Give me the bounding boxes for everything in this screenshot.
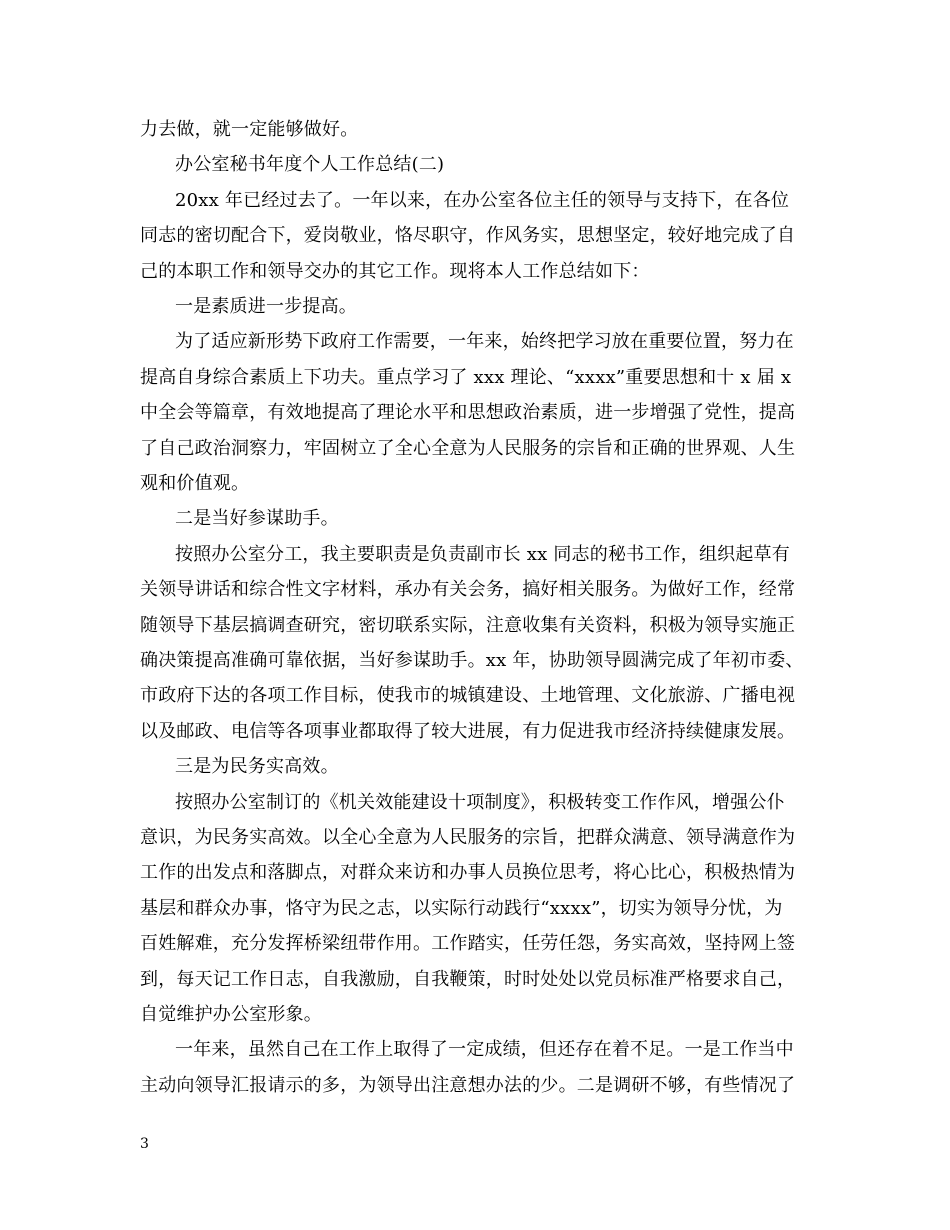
text-line: 主动向领导汇报请示的多，为领导出注意想办法的少。二是调研不够，有些情况了: [140, 1074, 796, 1096]
text-line: 自觉维护办公室形象。: [140, 1004, 322, 1025]
text-line: 到，每天记工作日志，自我激励，自我鞭策，时时处处以党员标准严格要求自己，: [140, 968, 796, 990]
text-line: 二是当好参谋助手。: [175, 508, 339, 530]
text-line: 提高自身综合素质上下功夫。重点学习了 xxx 理论、“xxxx”重要思想和十 x 届 x: [140, 366, 792, 388]
text-line: 同志的密切配合下，爱岗敬业，恪尽职守，作风务实，思想坚定，较好地完成了自: [140, 225, 796, 247]
text-line: 三是为民务实高效。: [175, 756, 339, 778]
page-number: 3: [140, 1136, 149, 1152]
text-line: 了自己政治洞察力，牢固树立了全心全意为人民服务的宗旨和正确的世界观、人生: [140, 437, 796, 459]
text-line: 按照办公室分工，我主要职责是负责副市长 xx 同志的秘书工作，组织起草有: [175, 543, 790, 565]
text-line: 力去做，就一定能够做好。: [140, 119, 359, 140]
text-line: 按照办公室制订的《机关效能建设十项制度》，积极转变工作作风，增强公仆: [175, 791, 785, 813]
text-line: 确决策提高准确可靠依据，当好参谋助手。xx 年，协助领导圆满完成了年初市委、: [140, 650, 804, 671]
text-line: 市政府下达的各项工作目标，使我市的城镇建设、土地管理、文化旅游、广播电视: [140, 685, 796, 707]
text-line: 办公室秘书年度个人工作总结(二): [175, 154, 445, 176]
text-line: 百姓解难，充分发挥桥梁纽带作用。工作踏实，任劳任怨，务实高效，坚持网上签: [140, 933, 796, 955]
text-line: 20xx 年已经过去了。一年以来，在办公室各位主任的领导与支持下，在各位: [175, 189, 790, 211]
text-line: 随领导下基层搞调查研究，密切联系实际，注意收集有关资料，积极为领导实施正: [140, 614, 796, 636]
text-line: 意识，为民务实高效。以全心全意为人民服务的宗旨，把群众满意、领导满意作为: [140, 827, 796, 848]
text-line: 中全会等篇章，有效地提高了理论水平和思想政治素质，进一步增强了党性，提高: [140, 402, 796, 424]
text-line: 一年来，虽然自己在工作上取得了一定成绩，但还存在着不足。一是工作当中: [175, 1039, 794, 1061]
text-line: 以及邮政、电信等各项事业都取得了较大进展，有力促进我市经济持续健康发展。: [140, 720, 796, 742]
text-line: 一是素质进一步提高。: [175, 296, 357, 317]
text-line: 关领导讲话和综合性文字材料，承办有关会务，搞好相关服务。为做好工作，经常: [140, 579, 796, 601]
text-line: 己的本职工作和领导交办的其它工作。现将本人工作总结如下：: [140, 260, 650, 282]
text-line: 观和价值观。: [140, 473, 250, 494]
text-line: 为了适应新形势下政府工作需要，一年来，始终把学习放在重要位置，努力在: [175, 331, 794, 353]
text-line: 基层和群众办事，恪守为民之志，以实际行动践行“xxxx”，切实为领导分忧，为: [140, 897, 783, 919]
text-line: 工作的出发点和落脚点，对群众来访和办事人员换位思考，将心比心，积极热情为: [140, 862, 796, 884]
